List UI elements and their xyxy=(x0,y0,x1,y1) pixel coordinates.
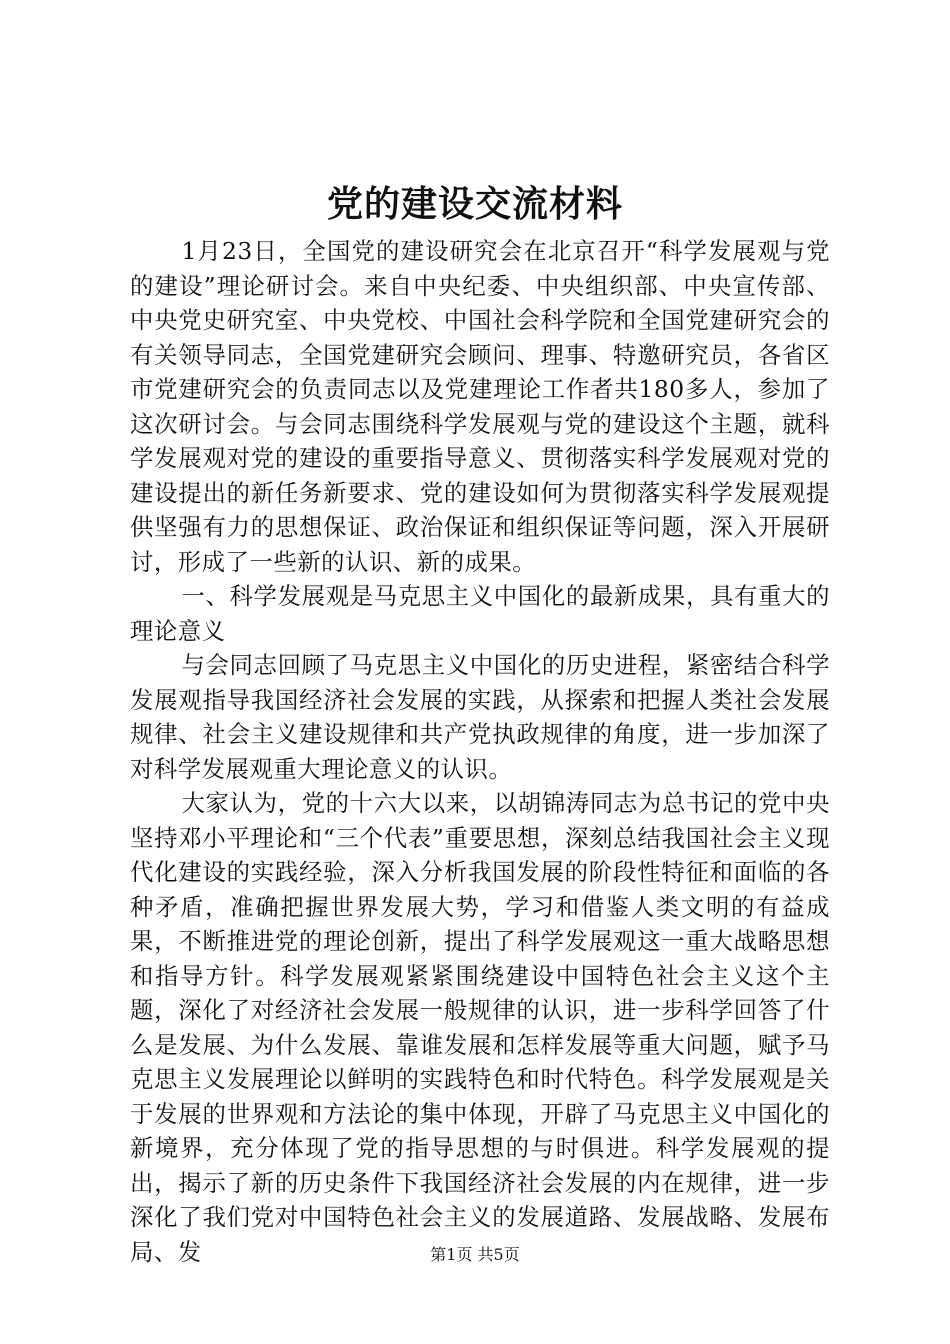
document-title: 党的建设交流材料 xyxy=(326,183,623,225)
document-body xyxy=(130,234,830,1269)
paragraph-intro: 1月23日，全国党的建设研究会在北京召开“科学发展观与党的建设”理论研讨会。来自中央纪委、中央组织部、中央宣传部、中央党史研究室、中央党校、中国社会科学院和全国党建研究会的有关领导同志，全国党建研究会顾问、理事、特邀研究员，各省区市党建研究会的负责同志以及党建理论工作者共180多人，参加了这次研讨会。与会同志围绕科学发展观与党的建设这个主题，就科学发展观对党的建设的重要指导意义、贯彻落实科学发展观对党的建设提出的新任务新要求、党的建设如何为贯彻落实科学发展观提供坚强有力的思想保证、政治保证和组织保证等问题，深入开展研讨，形成了一些新的认识、新的成果。 xyxy=(130,237,830,576)
paragraph-review: 与会同志回顾了马克思主义中国化的历史进程，紧密结合科学发展观指导我国经济社会发展的实践，从探索和把握人类社会发展规律、社会主义建设规律和共产党执政规律的角度，进一步加深了对科学发展观重大理论意义的认识。 xyxy=(130,651,830,783)
section-heading-1: 一、科学发展观是马克思主义中国化的最新成果，具有重大的理论意义 xyxy=(130,582,830,645)
page-footer: 第1页 共5页 xyxy=(430,1245,520,1264)
paragraph-consensus: 大家认为，党的十六大以来，以胡锦涛同志为总书记的党中央坚持邓小平理论和“三个代表”重要思想，深刻总结我国社会主义现代化建设的实践经验，深入分析我国发展的阶段性特征和面临的各种矛盾，准确把握世界发展大势，学习和借鉴人类文明的有益成果，不断推进党的理论创新，提出了科学发展观这一重大战略思想和指导方针。科学发展观紧紧围绕建设中国特色社会主义这个主题，深化了对经济社会发展一般规律的认识，进一步科学回答了什么是发展、为什么发展、靠谁发展和怎样发展等重大问题，赋予马克思主义发展理论以鲜明的实践特色和时代特色。科学发展观是关于发展的世界观和方法论的集中体现，开辟了马克思主义中国化的新境界，充分体现了党的指导思想的与时俱进。科学发展观的提出，揭示了新的历史条件下我国经济社会发展的内在规律，进一步深化了我们党对中国特色社会主义的发展道路、发展战略、发展布局、发 xyxy=(130,789,830,1266)
